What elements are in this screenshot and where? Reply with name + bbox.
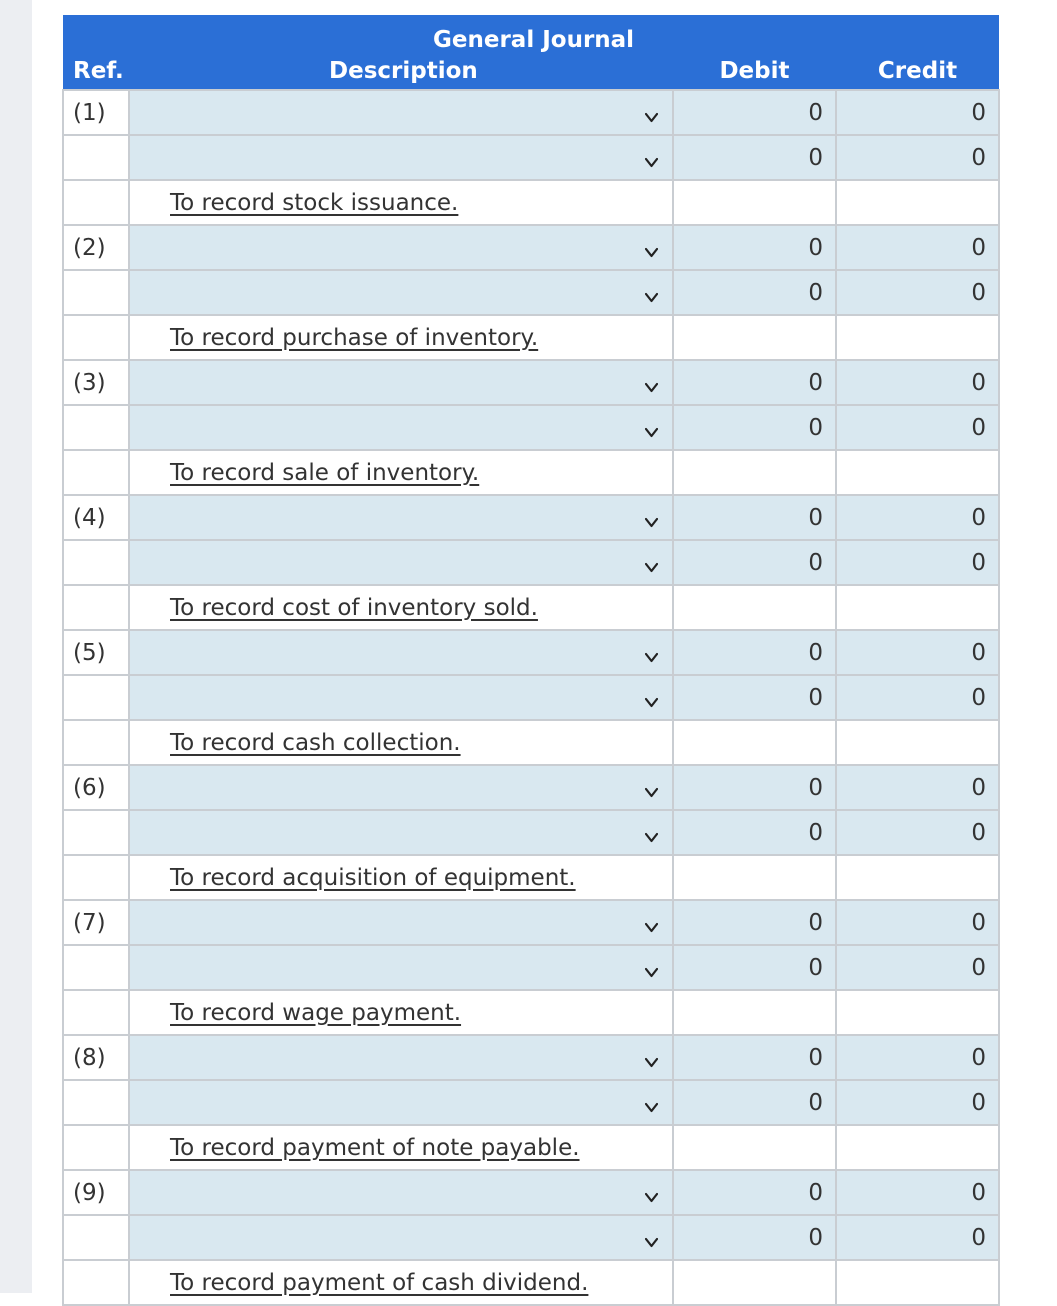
journal-line-row: [63, 1170, 999, 1215]
entry-memo-cell: [129, 180, 673, 225]
entry-memo-cell: [129, 1260, 673, 1305]
entry-memo-cell: [129, 315, 673, 360]
entry-ref: (5): [63, 630, 129, 675]
empty-credit-cell: [836, 1260, 999, 1305]
entry-memo: To record payment of note payable.: [170, 1134, 580, 1161]
entry-ref: (9): [63, 1170, 129, 1215]
empty-credit-cell: [836, 990, 999, 1035]
empty-ref-cell: [63, 1215, 129, 1260]
journal-line-row: [63, 765, 999, 810]
empty-credit-cell: [836, 315, 999, 360]
debit-input[interactable]: 0: [673, 810, 836, 855]
credit-input[interactable]: 0: [836, 630, 999, 675]
empty-ref-cell: [63, 810, 129, 855]
empty-debit-cell: [673, 315, 836, 360]
entry-memo: To record cost of inventory sold.: [170, 594, 538, 621]
description-column-header: Description: [129, 53, 673, 90]
entry-memo: To record cash collection.: [170, 729, 461, 756]
account-select[interactable]: [129, 135, 673, 180]
memo-row: [63, 585, 999, 630]
entry-ref: (7): [63, 900, 129, 945]
journal-line-row: [63, 270, 999, 315]
empty-ref-cell: [63, 315, 129, 360]
credit-input[interactable]: 0: [836, 495, 999, 540]
memo-row: [63, 720, 999, 765]
credit-input[interactable]: 0: [836, 1035, 999, 1080]
chevron-down-icon: [645, 239, 658, 252]
account-select[interactable]: [129, 495, 673, 540]
debit-input[interactable]: 0: [673, 90, 836, 135]
chevron-down-icon: [645, 779, 658, 792]
journal-line-row: [63, 90, 999, 135]
empty-ref-cell: [63, 1080, 129, 1125]
credit-input[interactable]: 0: [836, 225, 999, 270]
debit-input[interactable]: 0: [673, 225, 836, 270]
entry-memo: To record purchase of inventory.: [170, 324, 539, 351]
debit-input[interactable]: 0: [673, 1080, 836, 1125]
debit-input[interactable]: 0: [673, 270, 836, 315]
chevron-down-icon: [645, 959, 658, 972]
journal-line-row: [63, 1035, 999, 1080]
empty-credit-cell: [836, 720, 999, 765]
empty-ref-cell: [63, 990, 129, 1035]
entry-memo: To record stock issuance.: [170, 189, 459, 216]
debit-input[interactable]: 0: [673, 675, 836, 720]
chevron-down-icon: [645, 689, 658, 702]
empty-debit-cell: [673, 1125, 836, 1170]
entry-memo: To record payment of cash dividend.: [170, 1269, 589, 1296]
empty-credit-cell: [836, 585, 999, 630]
empty-ref-cell: [63, 855, 129, 900]
journal-title: General Journal: [63, 15, 999, 53]
credit-input[interactable]: 0: [836, 90, 999, 135]
account-select[interactable]: [129, 90, 673, 135]
memo-row: [63, 990, 999, 1035]
credit-column-header: Credit: [836, 53, 999, 90]
journal-line-row: [63, 945, 999, 990]
entry-memo: To record sale of inventory.: [170, 459, 480, 486]
entry-memo-cell: [129, 720, 673, 765]
empty-ref-cell: [63, 405, 129, 450]
empty-credit-cell: [836, 450, 999, 495]
memo-row: [63, 1260, 999, 1305]
empty-debit-cell: [673, 585, 836, 630]
account-select[interactable]: [129, 225, 673, 270]
chevron-down-icon: [645, 419, 658, 432]
entry-memo-cell: [129, 450, 673, 495]
debit-input[interactable]: 0: [673, 1215, 836, 1260]
account-select[interactable]: [129, 1170, 673, 1215]
credit-input[interactable]: 0: [836, 945, 999, 990]
chevron-down-icon: [645, 149, 658, 162]
journal-line-row: [63, 405, 999, 450]
empty-debit-cell: [673, 180, 836, 225]
debit-input[interactable]: 0: [673, 405, 836, 450]
memo-row: [63, 450, 999, 495]
credit-input[interactable]: 0: [836, 765, 999, 810]
account-select[interactable]: [129, 540, 673, 585]
credit-input[interactable]: 0: [836, 675, 999, 720]
journal-line-row: [63, 1215, 999, 1260]
chevron-down-icon: [645, 554, 658, 567]
journal-line-row: [63, 810, 999, 855]
journal-line-row: [63, 540, 999, 585]
empty-credit-cell: [836, 855, 999, 900]
credit-input[interactable]: 0: [836, 810, 999, 855]
credit-input[interactable]: 0: [836, 405, 999, 450]
empty-debit-cell: [673, 855, 836, 900]
entry-ref: (1): [63, 90, 129, 135]
empty-ref-cell: [63, 675, 129, 720]
credit-input[interactable]: 0: [836, 270, 999, 315]
empty-ref-cell: [63, 1125, 129, 1170]
debit-input[interactable]: 0: [673, 945, 836, 990]
debit-input[interactable]: 0: [673, 540, 836, 585]
entry-ref: (4): [63, 495, 129, 540]
chevron-down-icon: [645, 914, 658, 927]
empty-ref-cell: [63, 450, 129, 495]
credit-input[interactable]: 0: [836, 360, 999, 405]
empty-ref-cell: [63, 720, 129, 765]
chevron-down-icon: [645, 644, 658, 657]
account-select[interactable]: [129, 1080, 673, 1125]
journal-line-row: [63, 900, 999, 945]
entry-ref: (2): [63, 225, 129, 270]
memo-row: [63, 1125, 999, 1170]
entry-memo-cell: [129, 1125, 673, 1170]
credit-input[interactable]: 0: [836, 135, 999, 180]
empty-credit-cell: [836, 1125, 999, 1170]
entry-ref: (3): [63, 360, 129, 405]
chevron-down-icon: [645, 1229, 658, 1242]
entry-memo-cell: [129, 990, 673, 1035]
journal-line-row: [63, 135, 999, 180]
debit-column-header: Debit: [673, 53, 836, 90]
entry-memo-cell: [129, 855, 673, 900]
account-select[interactable]: [129, 810, 673, 855]
debit-input[interactable]: 0: [673, 360, 836, 405]
journal-line-row: [63, 675, 999, 720]
chevron-down-icon: [645, 824, 658, 837]
empty-ref-cell: [63, 585, 129, 630]
empty-debit-cell: [673, 1260, 836, 1305]
account-select[interactable]: [129, 405, 673, 450]
account-select[interactable]: [129, 900, 673, 945]
chevron-down-icon: [645, 104, 658, 117]
chevron-down-icon: [645, 374, 658, 387]
chevron-down-icon: [645, 284, 658, 297]
debit-input[interactable]: 0: [673, 630, 836, 675]
empty-debit-cell: [673, 990, 836, 1035]
memo-row: [63, 180, 999, 225]
credit-input[interactable]: 0: [836, 1080, 999, 1125]
credit-input[interactable]: 0: [836, 1215, 999, 1260]
account-select[interactable]: [129, 630, 673, 675]
empty-ref-cell: [63, 540, 129, 585]
credit-input[interactable]: 0: [836, 540, 999, 585]
chevron-down-icon: [645, 1049, 658, 1062]
empty-credit-cell: [836, 180, 999, 225]
debit-input[interactable]: 0: [673, 1035, 836, 1080]
debit-input[interactable]: 0: [673, 1170, 836, 1215]
empty-ref-cell: [63, 1260, 129, 1305]
entry-memo-cell: [129, 585, 673, 630]
left-margin-strip: [0, 0, 32, 1293]
empty-ref-cell: [63, 135, 129, 180]
account-select[interactable]: [129, 1035, 673, 1080]
chevron-down-icon: [645, 1094, 658, 1107]
debit-input[interactable]: 0: [673, 900, 836, 945]
credit-input[interactable]: 0: [836, 1170, 999, 1215]
entry-memo: To record wage payment.: [170, 999, 462, 1026]
ref-column-header: Ref.: [63, 53, 129, 90]
journal-line-row: [63, 495, 999, 540]
debit-input[interactable]: 0: [673, 495, 836, 540]
chevron-down-icon: [645, 509, 658, 522]
account-select[interactable]: [129, 765, 673, 810]
empty-ref-cell: [63, 180, 129, 225]
chevron-down-icon: [645, 1184, 658, 1197]
memo-row: [63, 315, 999, 360]
account-select[interactable]: [129, 675, 673, 720]
empty-debit-cell: [673, 720, 836, 765]
journal-line-row: [63, 360, 999, 405]
entry-ref: (8): [63, 1035, 129, 1080]
memo-row: [63, 855, 999, 900]
journal-line-row: [63, 225, 999, 270]
credit-input[interactable]: 0: [836, 900, 999, 945]
entry-ref: (6): [63, 765, 129, 810]
account-select[interactable]: [129, 945, 673, 990]
empty-ref-cell: [63, 945, 129, 990]
empty-debit-cell: [673, 450, 836, 495]
account-select[interactable]: [129, 270, 673, 315]
journal-line-row: [63, 1080, 999, 1125]
general-journal-table: [62, 15, 1000, 1306]
journal-line-row: [63, 630, 999, 675]
account-select[interactable]: [129, 1215, 673, 1260]
debit-input[interactable]: 0: [673, 765, 836, 810]
empty-ref-cell: [63, 270, 129, 315]
debit-input[interactable]: 0: [673, 135, 836, 180]
account-select[interactable]: [129, 360, 673, 405]
entry-memo: To record acquisition of equipment.: [170, 864, 576, 891]
